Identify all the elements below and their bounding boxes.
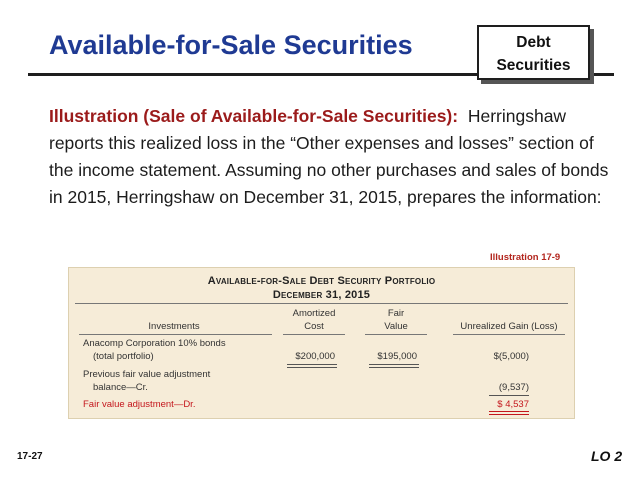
body-lead: Illustration (Sale of Available-for-Sale Securities): bbox=[49, 106, 459, 126]
learning-objective: LO 2 bbox=[591, 448, 623, 464]
body-paragraph bbox=[49, 103, 619, 211]
row1-fair: $195,000 bbox=[377, 351, 417, 362]
row1-gain: $(5,000) bbox=[493, 351, 529, 362]
row3-gain-double-rule bbox=[489, 411, 529, 415]
header-fair-2: Value bbox=[384, 321, 408, 332]
row2-label-line1: Previous fair value adjustment bbox=[83, 369, 211, 380]
header-amortized-1: Amortized bbox=[292, 308, 336, 319]
row3-label: Fair value adjustment—Dr. bbox=[83, 399, 196, 410]
topic-tag-line1: Debt bbox=[516, 34, 551, 51]
row2-gain: (9,537) bbox=[498, 382, 529, 393]
table-title: Available-for-Sale Debt Security Portfolio bbox=[207, 275, 436, 287]
topic-tag bbox=[477, 25, 590, 80]
row2-gain-underline bbox=[489, 395, 529, 396]
topic-tag-line2: Securities bbox=[496, 57, 571, 74]
row2-label-line2: balance—Cr. bbox=[93, 382, 148, 393]
table-date: December 31, 2015 bbox=[272, 289, 371, 301]
header-amortized-2: Cost bbox=[304, 321, 324, 332]
row3-gain: $ 4,537 bbox=[497, 399, 529, 410]
header-investments: Investments bbox=[148, 321, 200, 332]
row1-cost: $200,000 bbox=[295, 351, 335, 362]
row1-label-line1: Anacomp Corporation 10% bonds bbox=[83, 338, 226, 349]
row1-cost-double-rule bbox=[287, 364, 337, 368]
header-underline-fair bbox=[365, 334, 427, 335]
row1-label-line2: (total portfolio) bbox=[93, 351, 154, 362]
header-gain: Unrealized Gain (Loss) bbox=[460, 321, 558, 332]
illustration-label: Illustration 17-9 bbox=[490, 252, 561, 263]
slide-title: Available-for-Sale Securities bbox=[49, 30, 413, 60]
body-text: Herringshaw reports this realized loss in the “Other expenses and losses” section of the income statement. Assuming no other purchases and sales of bonds in 2015, Herringshaw on December 31, 2015, prepares the information: bbox=[49, 106, 609, 207]
header-fair-1: Fair bbox=[387, 308, 405, 319]
page-number: 17-27 bbox=[17, 451, 43, 462]
header-underline-investments bbox=[79, 334, 272, 335]
row1-fair-double-rule bbox=[369, 364, 419, 368]
title-divider bbox=[75, 303, 568, 304]
header-underline-gain bbox=[453, 334, 565, 335]
portfolio-table bbox=[68, 267, 575, 419]
header-underline-cost bbox=[283, 334, 345, 335]
